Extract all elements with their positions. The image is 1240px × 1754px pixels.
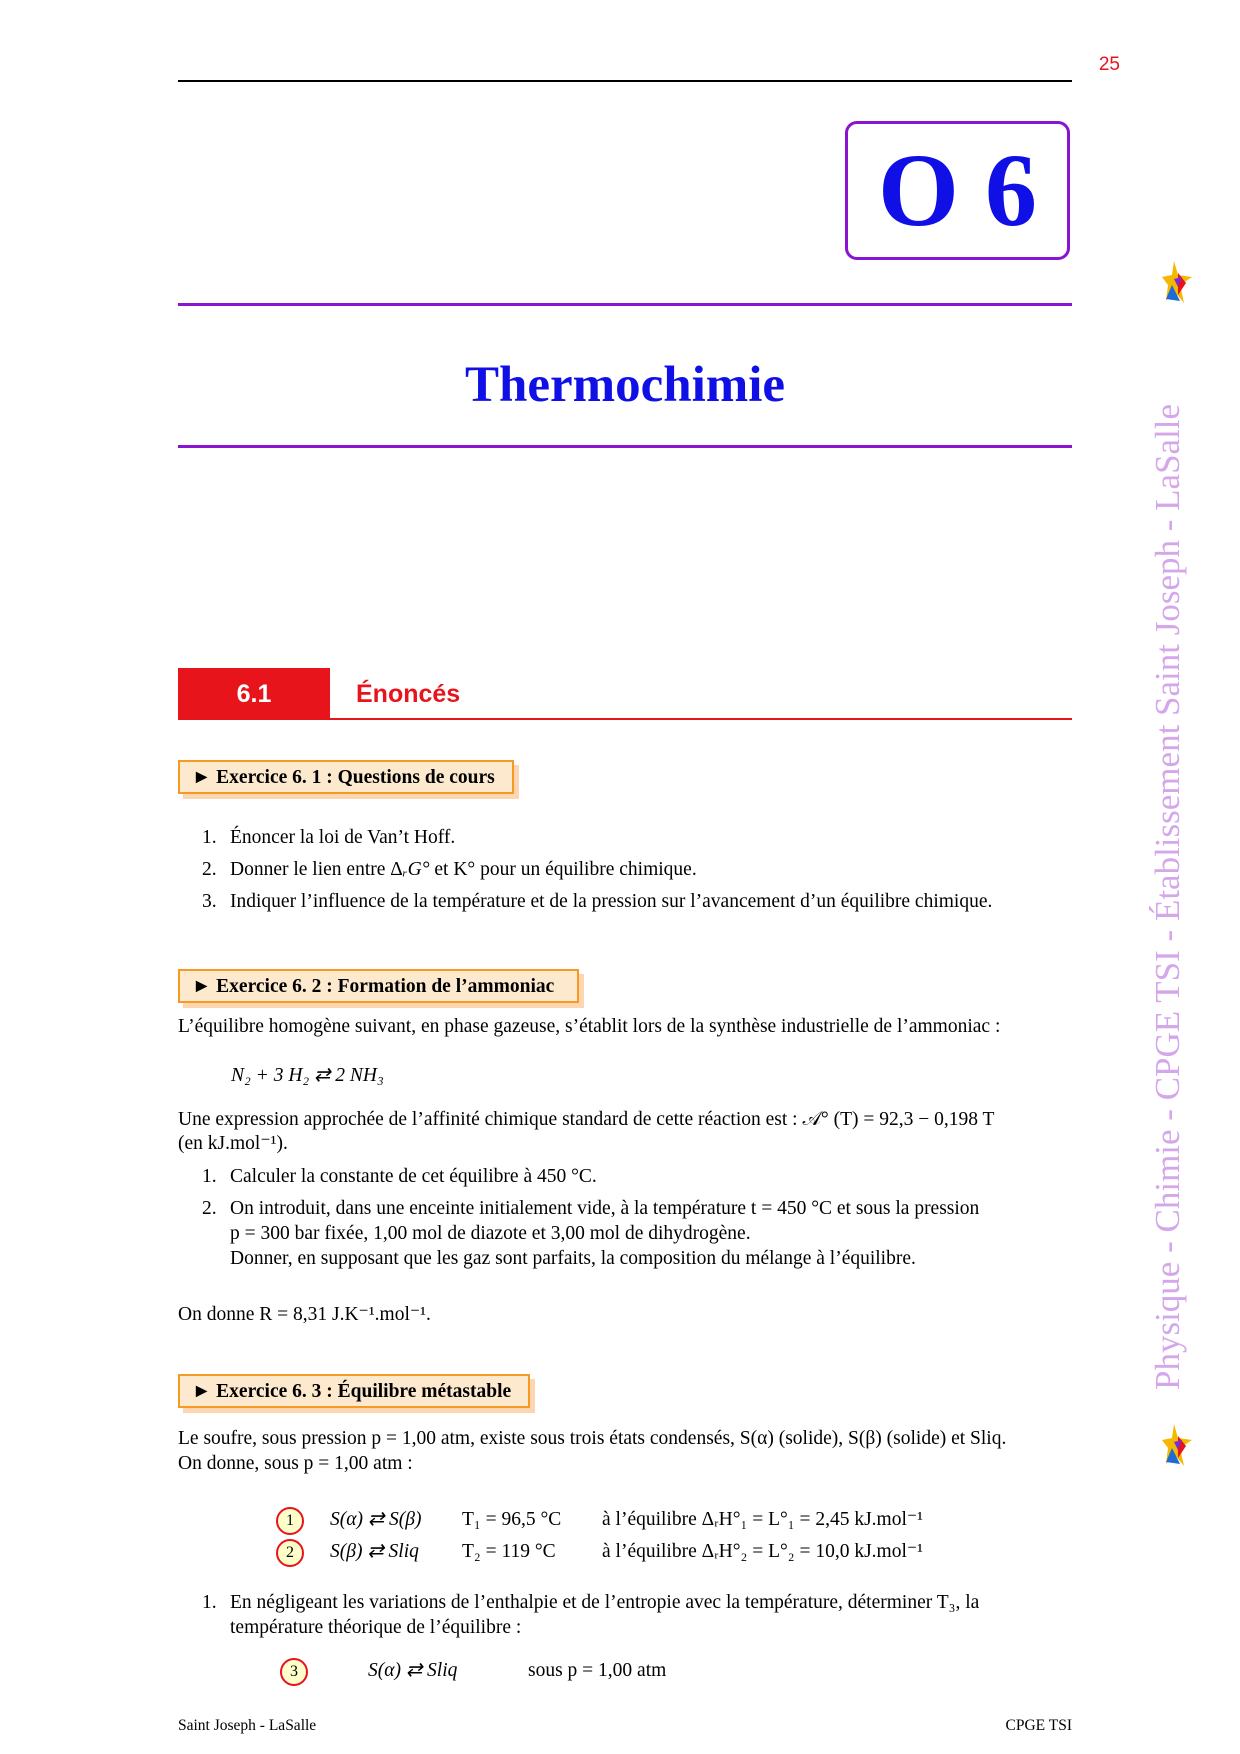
page-number: 25	[1098, 54, 1120, 75]
star-logo-icon	[1160, 255, 1206, 307]
reaction-marker: 2	[276, 1539, 304, 1567]
list-item: Indiquer l’influence de la température et de la pression sur l’avancement d’un équilibre chimique.	[230, 891, 993, 912]
list-item: Calculer la constante de cet équilibre à 450 °C.	[230, 1166, 597, 1187]
ex2-equation: N₂ + 3 H₂ ⇄ 2 NH₃	[231, 1065, 384, 1086]
reaction-equation: S(α) ⇄ S(β)	[330, 1509, 422, 1530]
title-rule-bottom	[178, 445, 1072, 448]
reaction-temperature: T₁ = 96,5 °C	[462, 1509, 562, 1530]
chapter-label-box	[845, 121, 1070, 260]
list-item-continued: p = 300 bar fixée, 1,00 mol de diazote et 3,00 mol de dihydrogène.	[230, 1223, 751, 1244]
section-rule	[178, 718, 1072, 720]
exercise-3-heading: ► Exercice 6. 3 : Équilibre métastable	[178, 1374, 530, 1408]
ex2-affinity-line2: (en kJ.mol⁻¹).	[178, 1133, 288, 1154]
list-item-continued: Donner, en supposant que les gaz sont parfaits, la composition du mélange à l’équilibre.	[230, 1248, 916, 1269]
ex2-intro: L’équilibre homogène suivant, en phase gazeuse, s’établit lors de la synthèse industrielle de l’ammoniac :	[178, 1016, 1001, 1037]
list-item: En négligeant les variations de l’enthalpie et de l’entropie avec la température, déterminer T₃, la	[230, 1592, 980, 1613]
reaction-condition: sous p = 1,00 atm	[528, 1660, 667, 1681]
reaction-marker: 3	[280, 1658, 308, 1686]
reaction-equation: S(α) ⇄ Sliq	[368, 1660, 458, 1681]
list-item: On introduit, dans une enceinte initialement vide, à la température t = 450 °C et sous la pression	[230, 1198, 980, 1219]
chapter-title: Thermochimie	[464, 357, 786, 413]
ex2-affinity-line1: Une expression approchée de l’affinité chimique standard de cette réaction est : 𝒜° (T) = 92,3 − 0,198 T	[178, 1109, 995, 1130]
chapter-label: O 6	[878, 133, 1037, 248]
reaction-enthalpy: à l’équilibre ΔᵣH°₁ = L°₁ = 2,45 kJ.mol⁻¹	[602, 1509, 924, 1530]
list-item-number: 1.	[202, 827, 217, 848]
ex3-intro-line2: On donne, sous p = 1,00 atm :	[178, 1453, 413, 1474]
school-logo	[1160, 255, 1206, 307]
reaction-marker: 1	[276, 1507, 304, 1535]
side-watermark: Physique - Chimie - CPGE TSI - Établissement Saint Joseph - LaSalle	[1148, 403, 1187, 1390]
list-item: Donner le lien entre ΔᵣG° et K° pour un équilibre chimique.	[230, 859, 697, 880]
list-item-continued: température théorique de l’équilibre :	[230, 1617, 522, 1638]
title-rule-top	[178, 303, 1072, 306]
exercise-2-heading: ► Exercice 6. 2 : Formation de l’ammoniac	[178, 969, 579, 1003]
star-logo-icon	[1160, 1418, 1206, 1470]
list-item: Énoncer la loi de Van’t Hoff.	[230, 827, 456, 848]
list-item-number: 2.	[202, 1198, 217, 1219]
list-item-number: 1.	[202, 1166, 217, 1187]
reaction-temperature: T₂ = 119 °C	[462, 1541, 556, 1562]
reaction-enthalpy: à l’équilibre ΔᵣH°₂ = L°₂ = 10,0 kJ.mol⁻¹	[602, 1541, 924, 1562]
section-number: 6.1	[178, 668, 330, 720]
list-item-number: 2.	[202, 859, 217, 880]
reaction-equation: S(β) ⇄ Sliq	[330, 1541, 419, 1562]
list-item-number: 3.	[202, 891, 217, 912]
exercise-1-heading: ► Exercice 6. 1 : Questions de cours	[178, 760, 514, 794]
footer-right: CPGE TSI	[1005, 1717, 1072, 1734]
ex2-given: On donne R = 8,31 J.K⁻¹.mol⁻¹.	[178, 1304, 431, 1325]
ex3-intro-line1: Le soufre, sous pression p = 1,00 atm, existe sous trois états condensés, S(α) (solide), S(β) (solide) et Sliq.	[178, 1428, 1007, 1449]
school-logo-bottom	[1160, 1418, 1206, 1470]
list-item-number: 1.	[202, 1592, 217, 1613]
footer-left: Saint Joseph - LaSalle	[178, 1717, 317, 1734]
section-title: Énoncés	[356, 680, 461, 708]
header-rule	[178, 80, 1072, 82]
